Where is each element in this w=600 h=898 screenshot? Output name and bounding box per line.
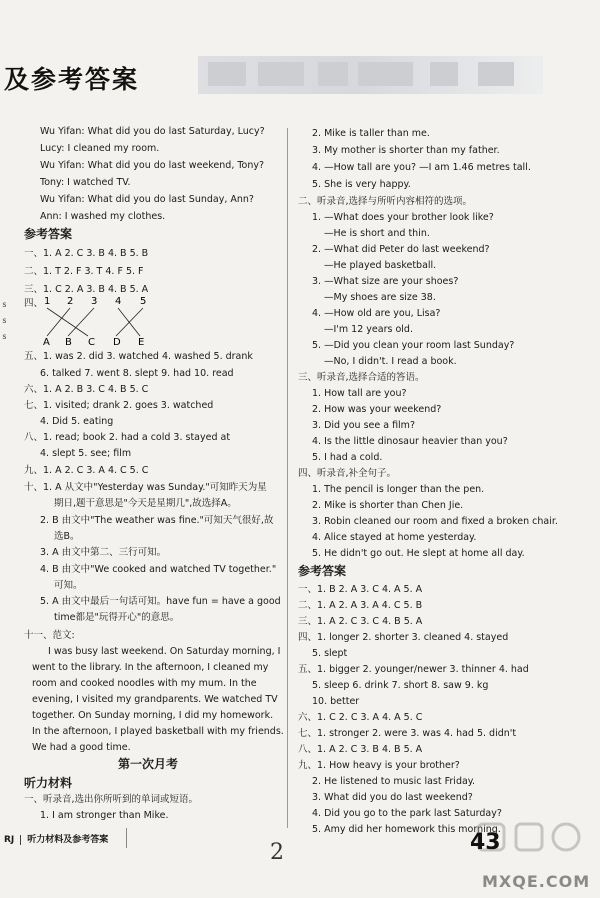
answer-line: 八、1. read; book 2. had a cold 3. stayed at <box>24 432 231 443</box>
answer-line: 3. A 由文中第二、三行可知。 <box>40 547 167 558</box>
answer-line: 4. Did 5. eating <box>40 416 114 427</box>
header-decoration-band <box>198 56 543 94</box>
handwritten-mark: 2 <box>270 840 284 865</box>
answer-line: 2. B 由文中"The weather was fine."可知天气很好,故 <box>40 515 274 526</box>
text-line: Wu Yifan: What did you do last Sunday, Ann? <box>40 194 254 205</box>
section-heading: 参考答案 <box>298 564 347 578</box>
match-line <box>68 308 94 336</box>
text-line: 3. —What size are your shoes? <box>312 276 459 287</box>
answer-line: 4. B 由文中"We cooked and watched TV together." <box>40 564 277 575</box>
column-divider <box>287 128 288 828</box>
match-bottom-label: A <box>43 337 50 346</box>
footer-divider <box>126 828 127 848</box>
text-line: —He played basketball. <box>324 260 437 271</box>
text-line: 5. She is very happy. <box>312 179 411 190</box>
answer-line: 5. A 由文中最后一句话可知。have fun = have a good <box>40 596 281 607</box>
answer-line: 6. talked 7. went 8. slept 9. had 10. read <box>40 368 234 379</box>
match-top-label: 1 <box>44 296 51 307</box>
essay-line: went to the library. In the afternoon, I cleaned my <box>32 662 269 673</box>
answer-line: 三、1. C 2. A 3. B 4. B 5. A <box>24 284 149 295</box>
footer-code: RJ <box>4 835 15 845</box>
text-line: —I'm 12 years old. <box>324 324 413 335</box>
answer-line: 六、1. C 2. C 3. A 4. A 5. C <box>298 712 423 723</box>
text-line: —No, I didn't. I read a book. <box>324 356 457 367</box>
page-number: 43 <box>470 830 501 855</box>
answer-line: 10. better <box>312 696 360 707</box>
answer-line: 4. Did you go to the park last Saturday? <box>312 808 502 819</box>
text-line: 1. The pencil is longer than the pen. <box>312 484 485 495</box>
answer-line: 二、1. T 2. F 3. T 4. F 5. F <box>24 266 144 277</box>
answer-line: 七、1. stronger 2. were 3. was 4. had 5. didn't <box>298 728 517 739</box>
match-bottom-label: C <box>88 337 95 346</box>
answer-line: 5. slept <box>312 648 348 659</box>
text-line: 3. Did you see a film? <box>312 420 415 431</box>
margin-mark: s <box>2 300 7 309</box>
answer-line: 3. What did you do last weekend? <box>312 792 473 803</box>
section-title: 第一次月考 <box>118 757 179 771</box>
answer-line: 九、1. How heavy is your brother? <box>298 760 460 771</box>
answer-line: 一、1. A 2. C 3. B 4. B 5. B <box>24 248 149 259</box>
match-line <box>47 308 88 336</box>
text-line: 1. How tall are you? <box>312 388 407 399</box>
text-line: 5. —Did you clean your room last Sunday? <box>312 340 515 351</box>
text-line: 2. Mike is shorter than Chen Jie. <box>312 500 464 511</box>
page-footer <box>4 832 108 845</box>
answer-line: 十一、范文: <box>24 630 75 641</box>
text-line: 3. My mother is shorter than my father. <box>312 145 500 156</box>
answer-line: 4. slept 5. see; film <box>40 448 132 459</box>
essay-line: together. On Sunday morning, I did my homework. <box>32 710 274 721</box>
answer-line: 一、1. B 2. A 3. C 4. A 5. A <box>298 584 423 595</box>
text-line: 四、听录音,补全句子。 <box>298 468 397 479</box>
section-heading: 听力材料 <box>24 776 73 790</box>
text-line: 2. Mike is taller than me. <box>312 128 430 139</box>
text-line: 二、听录音,选择与所听内容相符的选项。 <box>298 196 473 207</box>
text-line: —He is short and thin. <box>324 228 430 239</box>
answer-line: 七、1. visited; drank 2. goes 3. watched <box>24 400 214 411</box>
essay-line: In the afternoon, I played basketball with my friends. <box>32 726 284 737</box>
text-line: 4. Alice stayed at home yesterday. <box>312 532 477 543</box>
text-line: 2. —What did Peter do last weekend? <box>312 244 490 255</box>
text-line: Wu Yifan: What did you do last weekend, Tony? <box>40 160 265 171</box>
text-line: Wu Yifan: What did you do last Saturday, Lucy? <box>40 126 265 137</box>
answer-line: 六、1. A 2. B 3. C 4. B 5. C <box>24 384 149 395</box>
text-line: Lucy: I cleaned my room. <box>40 143 160 154</box>
answer-line: 九、1. A 2. C 3. A 4. C 5. C <box>24 465 149 476</box>
text-line: Ann: I washed my clothes. <box>40 211 166 222</box>
answer-line: 可知。 <box>54 580 83 591</box>
margin-mark: s <box>2 316 7 325</box>
answer-line: 五、1. was 2. did 3. watched 4. washed 5. drank <box>24 351 253 362</box>
text-line: Tony: I watched TV. <box>40 177 131 188</box>
match-top-label: 3 <box>91 296 98 307</box>
answer-line: time都是"玩得开心"的意思。 <box>54 612 180 623</box>
match-bottom-label: D <box>113 337 121 346</box>
answer-line: 5. Amy did her homework this morning. <box>312 824 501 835</box>
text-line: 4. —How tall are you? —I am 1.46 metres tall. <box>312 162 531 173</box>
text-line: 5. I had a cold. <box>312 452 383 463</box>
answer-line: 三、1. A 2. C 3. C 4. B 5. A <box>298 616 423 627</box>
question-line: 1. I am stronger than Mike. <box>40 810 169 821</box>
answer-line: 十、1. A 从文中"Yesterday was Sunday."可知昨天为星 <box>24 482 267 493</box>
matching-diagram <box>38 294 178 346</box>
section-heading: 参考答案 <box>24 227 73 241</box>
question-line: 一、听录音,选出你所听到的单词或短语。 <box>24 794 199 805</box>
text-line: 2. How was your weekend? <box>312 404 442 415</box>
match-line <box>116 308 143 336</box>
match-bottom-label: B <box>65 337 72 346</box>
essay-line: We had a good time. <box>32 742 131 753</box>
essay-line: I was busy last weekend. On Saturday morning, I <box>48 646 281 657</box>
answer-line: 四、 <box>24 298 44 309</box>
answer-line: 五、1. bigger 2. younger/newer 3. thinner 4. had <box>298 664 529 675</box>
text-line: 1. —What does your brother look like? <box>312 212 494 223</box>
answer-line: 四、1. longer 2. shorter 3. cleaned 4. stayed <box>298 632 509 643</box>
match-top-label: 2 <box>67 296 74 307</box>
match-top-label: 5 <box>140 296 147 307</box>
essay-line: evening, I visited my grandparents. We watched TV <box>32 694 278 705</box>
text-line: 三、听录音,选择合适的答语。 <box>298 372 425 383</box>
text-line: —My shoes are size 38. <box>324 292 436 303</box>
answer-line: 二、1. A 2. A 3. A 4. C 5. B <box>298 600 423 611</box>
margin-mark: s <box>2 332 7 341</box>
answer-line: 2. He listened to music last Friday. <box>312 776 476 787</box>
text-line: 3. Robin cleaned our room and fixed a broken chair. <box>312 516 558 527</box>
answer-line: 5. sleep 6. drink 7. short 8. saw 9. kg <box>312 680 489 691</box>
page-header-title: 及参考答案 <box>4 65 140 94</box>
answer-line: 选B。 <box>54 531 80 542</box>
text-line: 5. He didn't go out. He slept at home all day. <box>312 548 525 559</box>
text-line: 4. —How old are you, Lisa? <box>312 308 441 319</box>
footer-label: 听力材料及参考答案 <box>27 835 109 845</box>
answer-line: 期日,题干意思是"今天是星期几",故选择A。 <box>54 498 237 509</box>
match-line <box>47 308 70 336</box>
watermark-text: MXQE.COM <box>482 872 591 891</box>
match-bottom-label: E <box>138 337 145 346</box>
answer-line: 八、1. A 2. C 3. B 4. B 5. A <box>298 744 423 755</box>
text-line: 4. Is the little dinosaur heavier than you? <box>312 436 508 447</box>
essay-line: room and cooked noodles with my mum. In the <box>32 678 257 689</box>
match-top-label: 4 <box>115 296 122 307</box>
